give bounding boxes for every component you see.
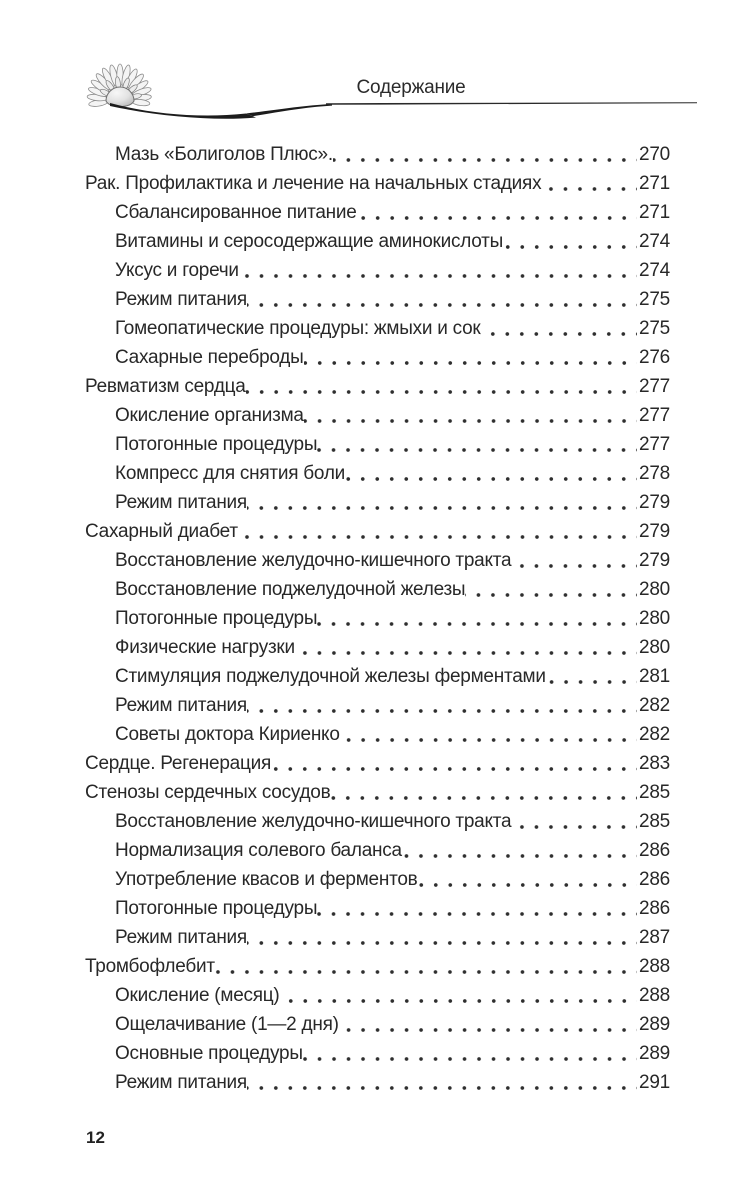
toc-leader-dots (511, 546, 637, 575)
toc-entry-label: Тромбофлебит (85, 956, 215, 977)
toc-entry-page: 289 (639, 1014, 670, 1035)
toc-entry-label: Режим питания (115, 492, 247, 513)
toc-entry-label: Режим питания (115, 1072, 247, 1093)
toc-entry-page: 278 (639, 463, 670, 484)
toc-entry (85, 517, 670, 546)
toc-entry-page: 285 (639, 782, 670, 803)
toc-leader-dots (247, 488, 637, 517)
toc-entry (85, 952, 670, 981)
toc-entry-page: 271 (639, 202, 670, 223)
toc-entry-page: 280 (639, 608, 670, 629)
toc-leader-dots (418, 865, 638, 894)
toc-entry-page: 277 (639, 405, 670, 426)
toc-entry-page: 285 (639, 811, 670, 832)
toc-leader-dots (541, 169, 637, 198)
toc-entry (85, 198, 670, 227)
toc-entry-page: 287 (639, 927, 670, 948)
toc-leader-dots (215, 952, 637, 981)
toc-leader-dots (271, 749, 637, 778)
toc-entry (85, 1068, 670, 1097)
toc-entry-label: Сбалансированное питание (115, 202, 357, 223)
page-title: Содержание (356, 77, 466, 98)
toc-entry-label: Сердце. Регенерация (85, 753, 272, 774)
toc-entry (85, 1010, 670, 1039)
toc-entry (85, 314, 670, 343)
toc-entry (85, 981, 670, 1010)
toc-leader-dots (333, 140, 637, 169)
toc-entry-label: Ощелачивание (1—2 дня) (115, 1014, 339, 1035)
toc-entry (85, 865, 670, 894)
toc-entry-page: 283 (639, 753, 670, 774)
toc-entry-page: 286 (639, 869, 670, 890)
toc-entry (85, 749, 670, 778)
toc-leader-dots (238, 517, 637, 546)
toc-entry-page: 288 (639, 985, 670, 1006)
toc-entry-label: Окисление (месяц) (115, 985, 280, 1006)
toc-leader-dots (303, 1039, 637, 1068)
toc-entry-label: Основные процедуры (115, 1043, 303, 1064)
toc-entry (85, 778, 670, 807)
toc-leader-dots (247, 691, 637, 720)
toc-entry (85, 807, 670, 836)
toc-entry (85, 430, 670, 459)
toc-entry (85, 372, 670, 401)
toc-entry-page: 277 (639, 434, 670, 455)
toc-entry-label: Стимуляция поджелудочной железы ферментами (115, 666, 546, 687)
toc-entry-page: 282 (639, 724, 670, 745)
toc-entry-label: Режим питания (115, 695, 247, 716)
toc-leader-dots (280, 981, 638, 1010)
toc-entry-label: Рак. Профилактика и лечение на начальных стадиях (85, 173, 542, 194)
toc-leader-dots (402, 836, 637, 865)
toc-entry (85, 256, 670, 285)
toc-entry (85, 140, 670, 169)
toc-leader-dots (357, 198, 637, 227)
toc-leader-dots (246, 372, 637, 401)
toc-entry-label: Компресс для снятия боли (115, 463, 346, 484)
toc-entry-page: 288 (639, 956, 670, 977)
toc-entry (85, 691, 670, 720)
toc-entry (85, 923, 670, 952)
toc-leader-dots (317, 894, 637, 923)
toc-entry-page: 286 (639, 840, 670, 861)
toc-entry-label: Ревматизм сердца (85, 376, 246, 397)
toc-entry-label: Мазь «Болиголов Плюс». (115, 144, 333, 165)
toc-entry (85, 662, 670, 691)
toc-leader-dots (546, 662, 637, 691)
toc-leader-dots (247, 923, 637, 952)
toc-entry (85, 720, 670, 749)
toc-entry-label: Окисление организма (115, 405, 304, 426)
toc-entry (85, 604, 670, 633)
toc-entry (85, 575, 670, 604)
toc-entry-label: Потогонные процедуры (115, 434, 318, 455)
toc-leader-dots (340, 720, 637, 749)
toc-entry-page: 280 (639, 579, 670, 600)
toc-entry-page: 286 (639, 898, 670, 919)
toc-leader-dots (503, 227, 637, 256)
toc-entry-page: 281 (639, 666, 670, 687)
toc-entry-page: 279 (639, 521, 670, 542)
toc-leader-dots (480, 314, 637, 343)
folio-page-number: 12 (86, 1128, 105, 1147)
toc-entry-label: Режим питания (115, 289, 247, 310)
toc-entry-label: Употребление квасов и ферментов (115, 869, 418, 890)
toc-entry-page: 289 (639, 1043, 670, 1064)
toc-entry (85, 401, 670, 430)
toc-entry (85, 488, 670, 517)
toc-entry-label: Режим питания (115, 927, 247, 948)
toc-entry-page: 276 (639, 347, 670, 368)
toc-entry-label: Физические нагрузки (115, 637, 295, 658)
toc-leader-dots (317, 430, 637, 459)
toc-leader-dots (239, 256, 637, 285)
toc-entry-label: Нормализация солевого баланса (115, 840, 402, 861)
toc-entry (85, 894, 670, 923)
toc-leader-dots (295, 633, 637, 662)
toc-entry-label: Восстановление желудочно-кишечного тракта (115, 550, 512, 571)
toc-entry-page: 279 (639, 492, 670, 513)
toc-leader-dots (465, 575, 637, 604)
toc-entry (85, 1039, 670, 1068)
toc-entry-page: 275 (639, 318, 670, 339)
toc-entry-label: Сахарные переброды (115, 347, 304, 368)
toc-leader-dots (317, 604, 637, 633)
toc-entry (85, 227, 670, 256)
toc-entry-page: 271 (639, 173, 670, 194)
toc-entry-label: Витамины и серосодержащие аминокислоты (115, 231, 504, 252)
toc-entry-label: Уксус и горечи (115, 260, 239, 281)
toc-entry-page: 280 (639, 637, 670, 658)
toc-leader-dots (247, 285, 637, 314)
toc-entry (85, 169, 670, 198)
toc-leader-dots (511, 807, 637, 836)
toc-entry-label: Восстановление поджелудочной железы (115, 579, 466, 600)
toc-entry (85, 836, 670, 865)
toc-entry-label: Гомеопатические процедуры: жмыхи и сок (115, 318, 481, 339)
toc-entry (85, 459, 670, 488)
toc-entry-page: 274 (639, 260, 670, 281)
toc-leader-dots (247, 1068, 637, 1097)
toc-entry (85, 285, 670, 314)
toc-entry-page: 275 (639, 289, 670, 310)
toc-entry (85, 546, 670, 575)
toc-entry-page: 291 (639, 1072, 670, 1093)
toc-entry (85, 633, 670, 662)
toc-entry (85, 343, 670, 372)
toc-leader-dots (304, 343, 638, 372)
toc-list (85, 140, 670, 1097)
toc-entry-label: Потогонные процедуры (115, 898, 318, 919)
toc-leader-dots (304, 401, 637, 430)
toc-entry-page: 277 (639, 376, 670, 397)
toc-entry-page: 279 (639, 550, 670, 571)
toc-entry-label: Восстановление желудочно-кишечного тракта (115, 811, 512, 832)
toc-entry-label: Советы доктора Кириенко (115, 724, 340, 745)
toc-leader-dots (345, 459, 637, 488)
toc-entry-page: 270 (639, 144, 670, 165)
toc-entry-label: Потогонные процедуры (115, 608, 318, 629)
toc-leader-dots (330, 778, 637, 807)
toc-entry-page: 282 (639, 695, 670, 716)
toc-leader-dots (339, 1010, 637, 1039)
toc-entry-label: Сахарный диабет (85, 521, 238, 542)
toc-entry-label: Стенозы сердечных сосудов (85, 782, 331, 803)
toc-entry-page: 274 (639, 231, 670, 252)
